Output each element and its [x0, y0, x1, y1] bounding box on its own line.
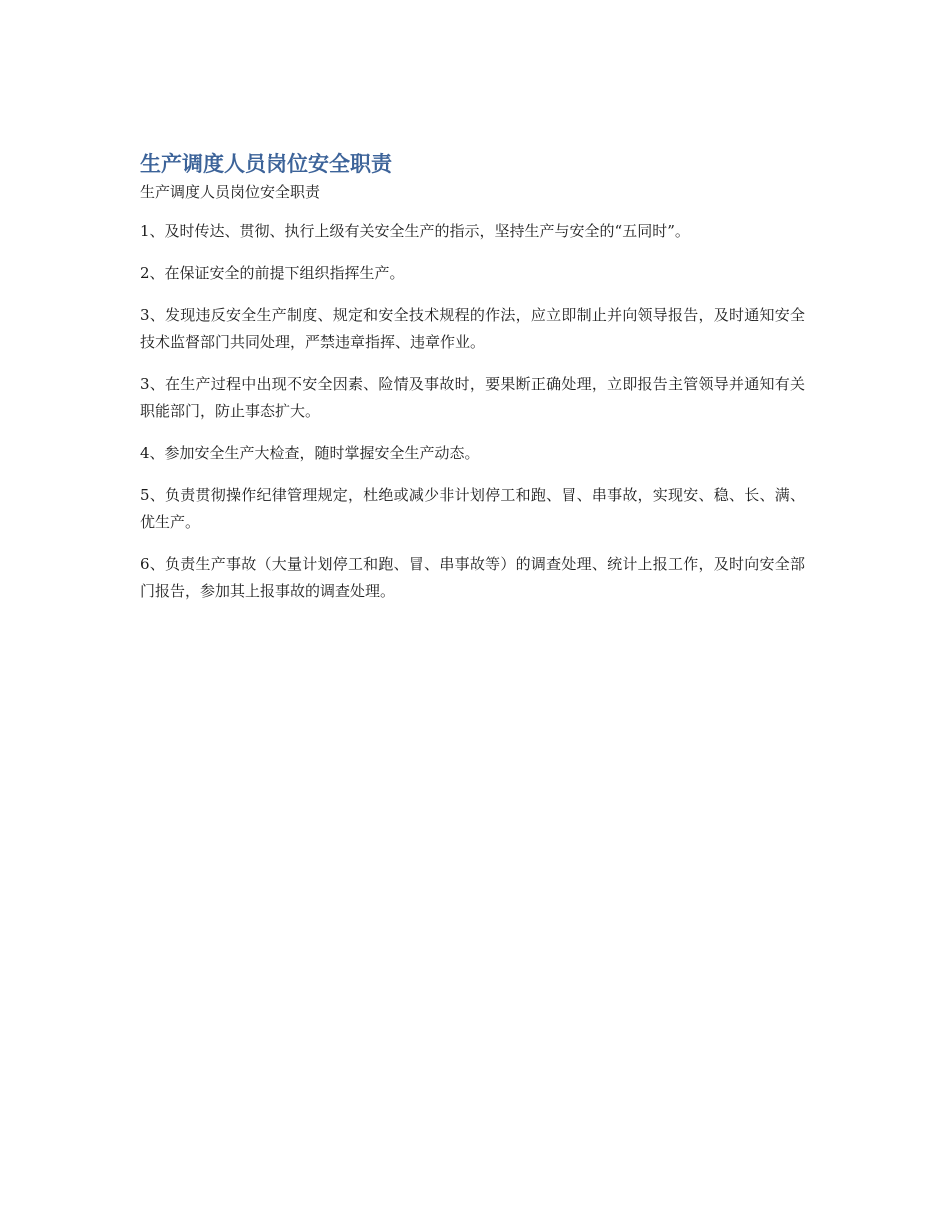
document-subtitle: 生产调度人员岗位安全职责 — [140, 183, 321, 201]
paragraph-7: 6、负责生产事故（大量计划停工和跑、冒、串事故等）的调查处理、统计上报工作，及时向安全部门报告，参加其上报事故的调查处理。 — [140, 555, 805, 600]
document-body — [140, 148, 805, 620]
paragraph-4: 3、在生产过程中出现不安全因素、险情及事故时，要果断正确处理，立即报告主管领导并通知有关职能部门，防止事态扩大。 — [140, 375, 805, 420]
paragraph-6: 5、负责贯彻操作纪律管理规定，杜绝或减少非计划停工和跑、冒、串事故，实现安、稳、长、满、优生产。 — [140, 486, 805, 531]
paragraph-2: 2、在保证安全的前提下组织指挥生产。 — [140, 264, 405, 282]
paragraph-3: 3、发现违反安全生产制度、规定和安全技术规程的作法，应立即制止并向领导报告，及时通知安全技术监督部门共同处理，严禁违章指挥、违章作业。 — [140, 306, 805, 351]
paragraph-1: 1、及时传达、贯彻、执行上级有关安全生产的指示，坚持生产与安全的“五同时”。 — [140, 222, 690, 240]
document-title: 生产调度人员岗位安全职责 — [140, 152, 392, 176]
paragraph-5: 4、参加安全生产大检查，随时掌握安全生产动态。 — [140, 444, 480, 462]
